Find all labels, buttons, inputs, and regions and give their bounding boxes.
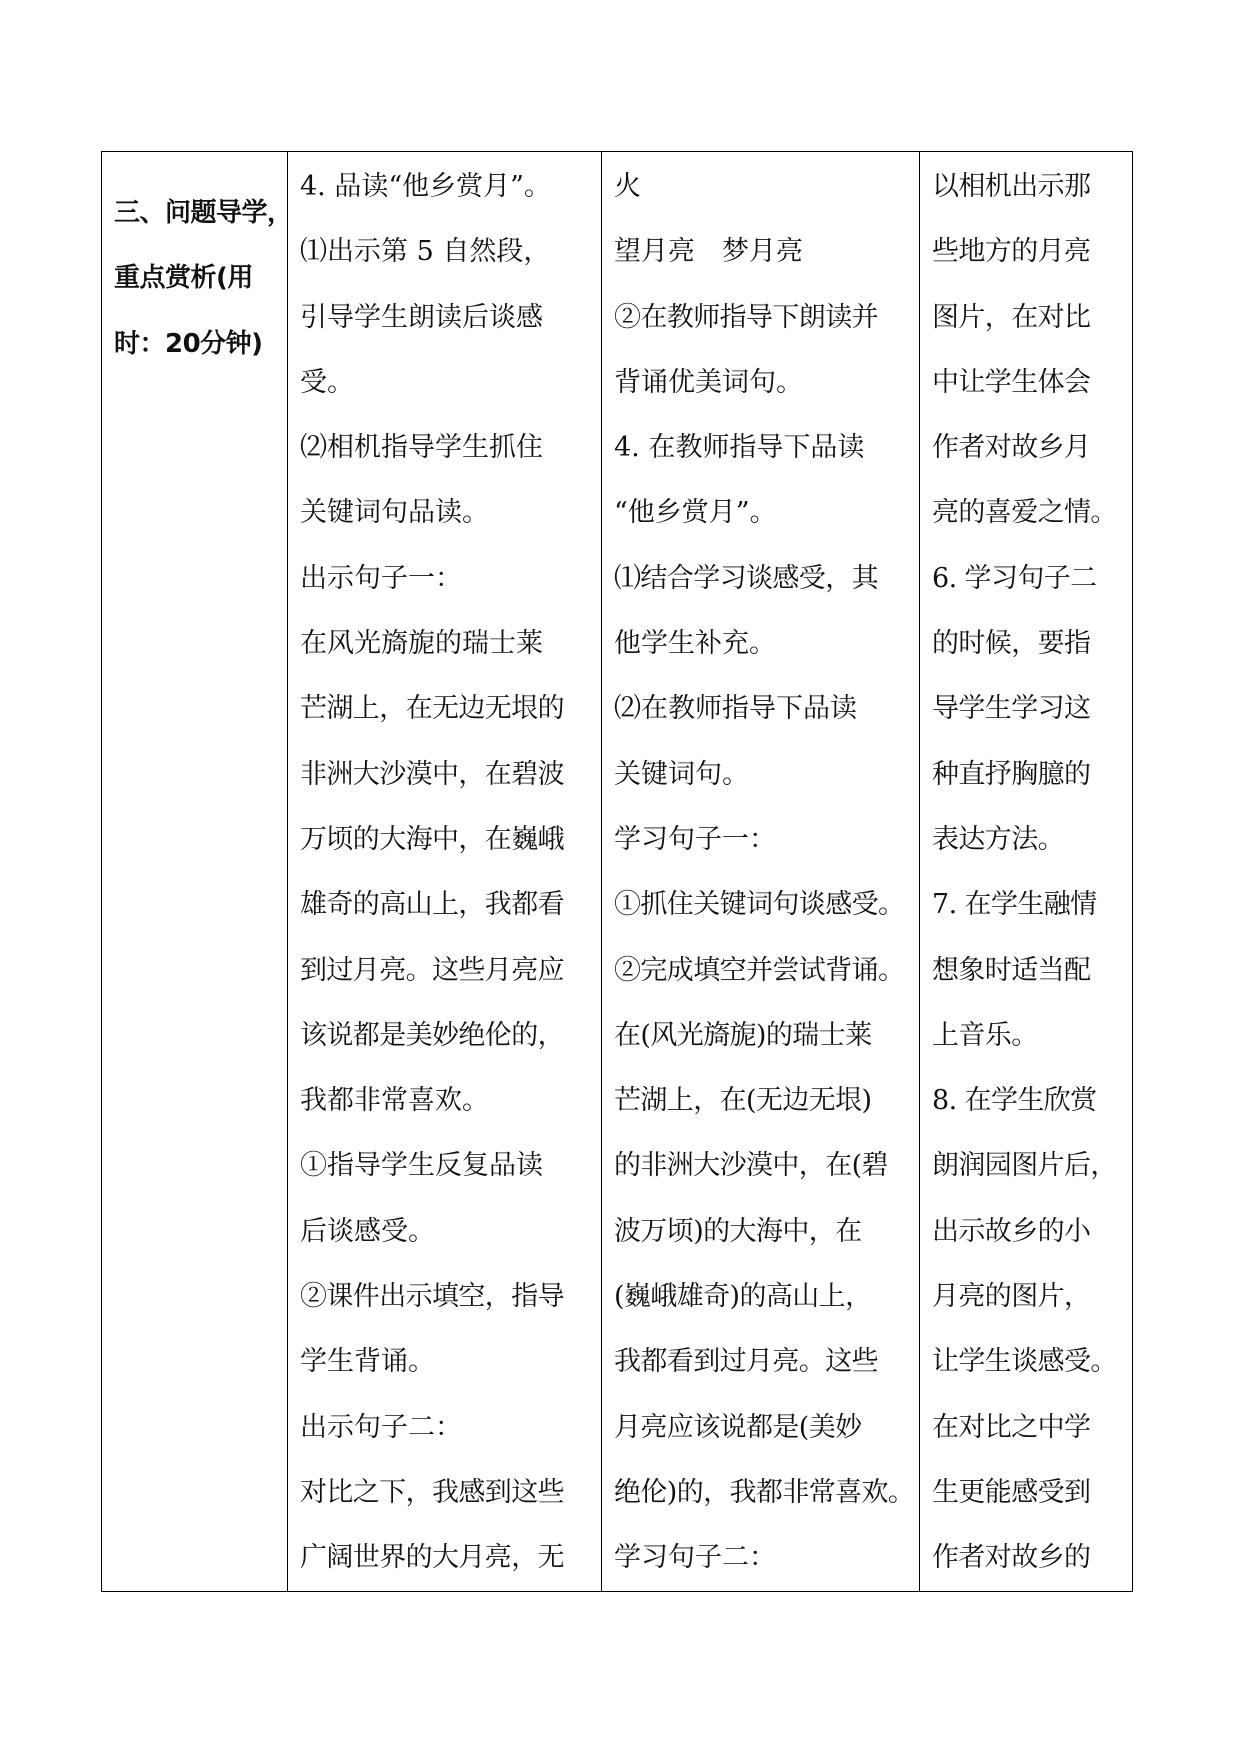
stage-line: 时：20分钟) (114, 328, 263, 359)
student-line: 4. 在教师指导下品读 (614, 432, 865, 464)
student-line: 芒湖上，在(无边无垠) (614, 1085, 872, 1117)
student-line: ②在教师指导下朗读并 (614, 301, 878, 333)
notes-line: 导学生学习这 (932, 693, 1091, 725)
student-line: 的非洲大沙漠中，在(碧 (614, 1150, 888, 1182)
notes-line: 朗润园图片后， (932, 1150, 1117, 1182)
teacher-line: 雄奇的高山上，我都看 (300, 889, 564, 921)
notes-line: 的时候，要指 (932, 628, 1091, 660)
student-line: 火 (614, 171, 641, 202)
student-line: 望月亮 梦月亮 (614, 236, 803, 268)
notes-line: 6. 学习句子二 (932, 562, 1097, 594)
student-line: 绝伦)的，我都非常喜欢。 (614, 1476, 915, 1508)
notes-line: 图片，在对比 (932, 301, 1091, 333)
design-notes-cell (920, 152, 1133, 1592)
notes-line: 表达方法。 (932, 823, 1064, 855)
notes-line: 作者对故乡月 (932, 432, 1091, 464)
stage-line: 重点赏析(用 (114, 263, 253, 294)
lesson-plan-table (101, 151, 1133, 1592)
notes-line: 出示故乡的小 (932, 1215, 1091, 1247)
student-line: 学习句子一： (614, 823, 776, 855)
notes-line: 上音乐。 (932, 1019, 1038, 1051)
student-line: 我都看到过月亮。这些 (614, 1346, 878, 1378)
teacher-line: 引导学生朗读后谈感 (300, 301, 543, 333)
teacher-line: 出示句子一： (300, 562, 462, 594)
teacher-line: 对比之下，我感到这些 (300, 1476, 564, 1508)
teacher-line: 到过月亮。这些月亮应 (300, 954, 564, 986)
notes-line: 些地方的月亮 (932, 236, 1091, 268)
teacher-line: 在风光旖旎的瑞士莱 (300, 628, 543, 660)
stage-cell (102, 152, 293, 1592)
notes-line: 种直抒胸臆的 (932, 758, 1091, 790)
teacher-line: 广阔世界的大月亮，无 (300, 1542, 564, 1574)
student-line: 在(风光旖旎)的瑞士莱 (614, 1019, 872, 1051)
teacher-line: 出示句子二： (300, 1411, 462, 1443)
teacher-line: 非洲大沙漠中，在碧波 (300, 758, 564, 790)
notes-line: 7. 在学生融情 (932, 889, 1097, 921)
notes-line: 想象时适当配 (932, 954, 1091, 986)
student-line: 学习句子二： (614, 1542, 776, 1574)
notes-line: 以相机出示那 (932, 171, 1091, 202)
student-line: ⑵在教师指导下品读 (614, 693, 857, 725)
teacher-line: ②课件出示填空，指导 (300, 1281, 564, 1313)
teacher-line: 后谈感受。 (300, 1215, 435, 1247)
teacher-line: ⑵相机指导学生抓住 (300, 432, 543, 464)
student-line: 背诵优美词句。 (614, 366, 803, 398)
notes-line: 生更能感受到 (932, 1476, 1091, 1508)
teacher-line: ⑴出示第 5 自然段， (300, 236, 551, 268)
notes-line: 亮的喜爱之情。 (932, 497, 1117, 529)
student-line: (巍峨雄奇)的高山上， (614, 1281, 872, 1313)
teacher-line: 学生背诵。 (300, 1346, 435, 1378)
notes-line: 中让学生体会 (932, 366, 1091, 398)
notes-line: 在对比之中学 (932, 1411, 1091, 1443)
student-line: ①抓住关键词句谈感受。 (614, 889, 905, 921)
student-line: “他乡赏月”。 (614, 497, 777, 529)
notes-line: 月亮的图片， (932, 1281, 1091, 1313)
notes-line: 让学生谈感受。 (932, 1346, 1117, 1378)
notes-line: 作者对故乡的 (932, 1542, 1091, 1574)
student-line: 他学生补充。 (614, 628, 776, 660)
table-row (102, 152, 1133, 1592)
teacher-line: 受。 (300, 366, 354, 398)
stage-line: 三、问题导学， (114, 198, 293, 228)
student-line: 关键词句。 (614, 758, 749, 790)
teacher-line: 4. 品读“他乡赏月”。 (300, 171, 551, 202)
teacher-line: 我都非常喜欢。 (300, 1085, 489, 1117)
teacher-line: 关键词句品读。 (300, 497, 489, 529)
teacher-line: 芒湖上，在无边无垠的 (300, 693, 564, 725)
teacher-line: ①指导学生反复品读 (300, 1150, 543, 1182)
student-line: 波万顷)的大海中，在 (614, 1215, 862, 1247)
student-line: ②完成填空并尝试背诵。 (614, 954, 905, 986)
student-activity-cell (602, 152, 920, 1592)
teacher-line: 该说都是美妙绝伦的， (300, 1019, 564, 1051)
teacher-activity-cell (288, 152, 602, 1592)
student-line: 月亮应该说都是(美妙 (614, 1411, 862, 1443)
teacher-line: 万顷的大海中，在巍峨 (300, 823, 564, 855)
student-line: ⑴结合学习谈感受，其 (614, 562, 878, 594)
notes-line: 8. 在学生欣赏 (932, 1085, 1097, 1117)
